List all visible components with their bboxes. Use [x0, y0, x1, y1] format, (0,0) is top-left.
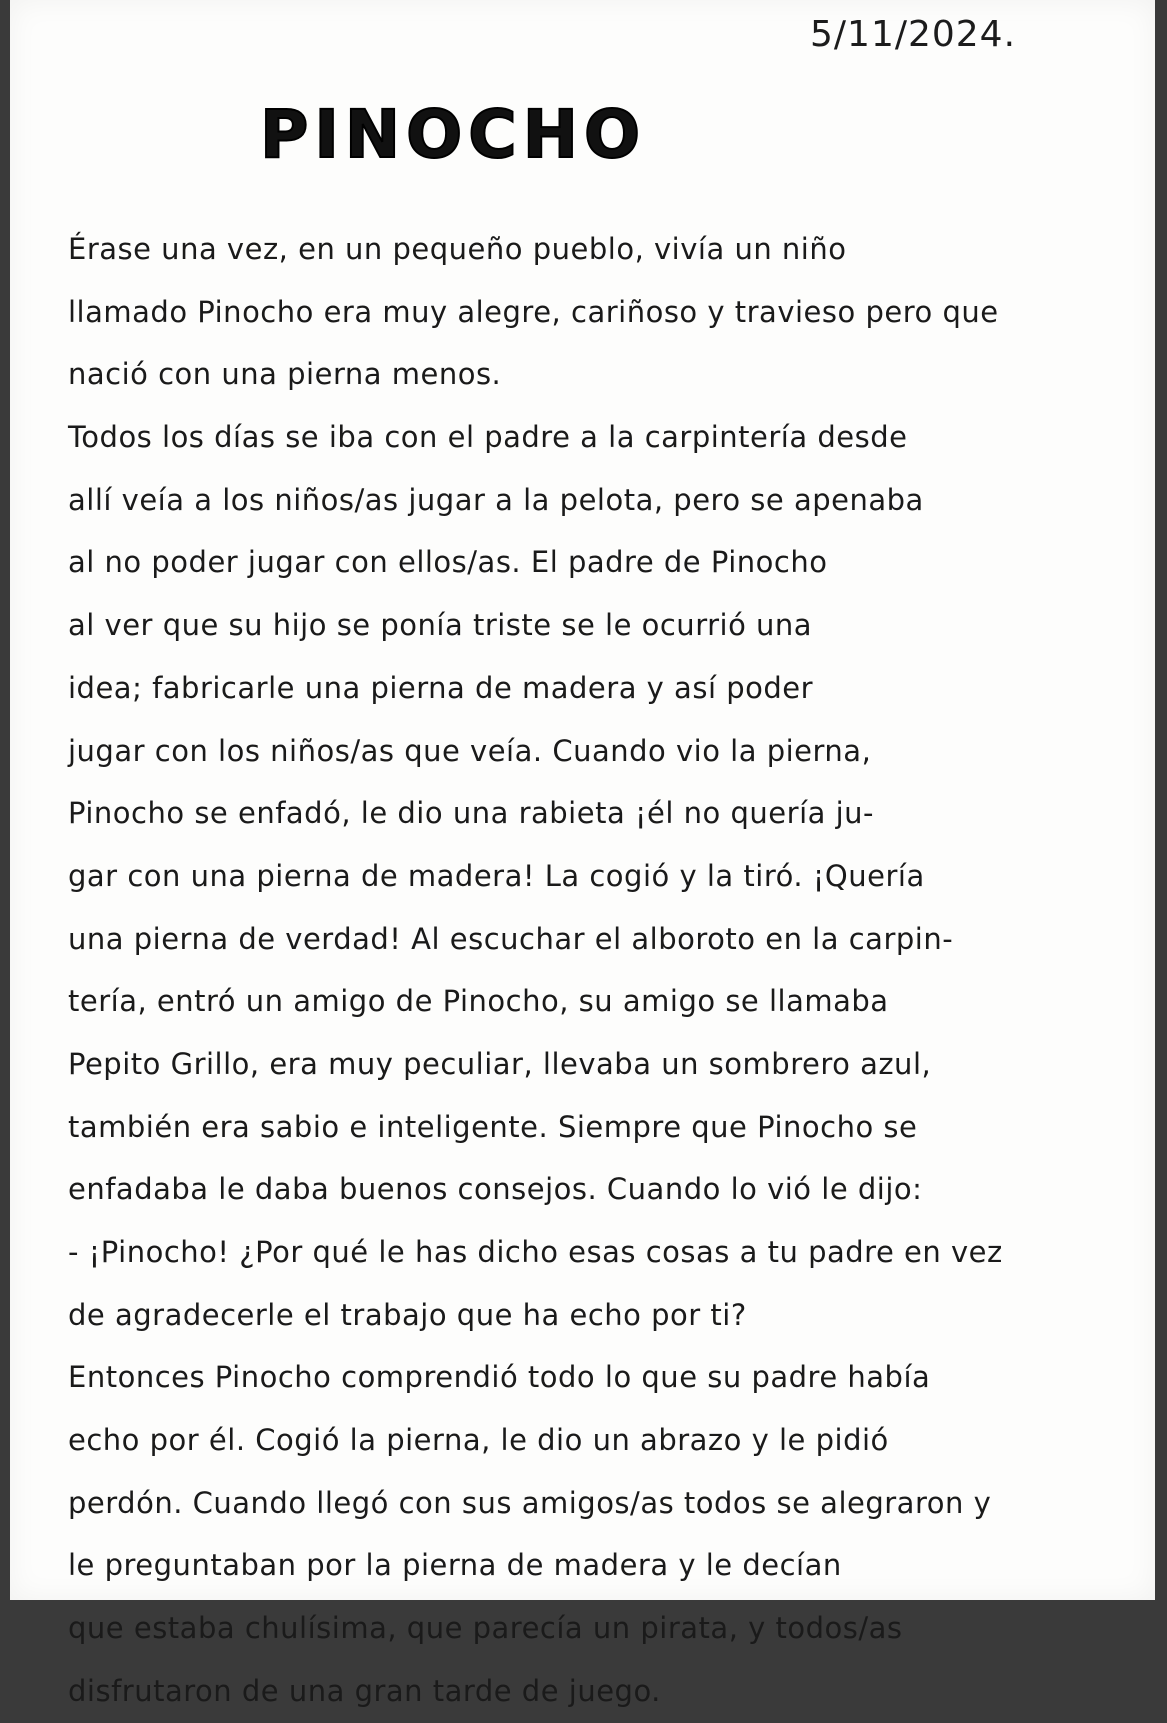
- text-line: disfrutaron de una gran tarde de juego.: [68, 1673, 661, 1708]
- text-line: enfadaba le daba buenos consejos. Cuando lo vió le dijo:: [68, 1172, 923, 1207]
- text-line: Entonces Pinocho comprendió todo lo que su padre había: [68, 1360, 931, 1395]
- text-line: Pinocho se enfadó, le dio una rabieta ¡él no quería ju-: [68, 796, 875, 831]
- text-line: echo por él. Cogió la pierna, le dio un abrazo y le pidió: [68, 1423, 889, 1458]
- text-line: - ¡Pinocho! ¿Por qué le has dicho esas cosas a tu padre en vez: [68, 1235, 1003, 1269]
- text-line: allí veía a los niños/as jugar a la pelota, pero se apenaba: [68, 482, 924, 517]
- text-line: Todos los días se iba con el padre a la carpintería desde: [68, 420, 908, 455]
- text-line: llamado Pinocho era muy alegre, cariñoso y travieso pero que: [68, 294, 999, 329]
- text-line: de agradecerle el trabajo que ha echo por ti?: [68, 1297, 747, 1332]
- text-line: también era sabio e inteligente. Siempre que Pinocho se: [68, 1109, 918, 1144]
- text-line: jugar con los niños/as que veía. Cuando vio la pierna,: [68, 733, 872, 768]
- text-line: que estaba chulísima, que parecía un pirata, y todos/as: [68, 1611, 903, 1646]
- page-title: PINOCHO: [260, 96, 647, 173]
- text-line: gar con una pierna de madera! La cogió y la tiró. ¡Quería: [68, 858, 925, 893]
- text-line: Érase una vez, en un pequeño pueblo, vivía un niño: [68, 232, 847, 266]
- story-text: [68, 218, 1138, 1723]
- handwritten-page: [10, 0, 1155, 1708]
- text-line: le preguntaban por la pierna de madera y le decían: [68, 1548, 842, 1583]
- text-line: al ver que su hijo se ponía triste se le ocurrió una: [68, 608, 813, 643]
- text-line: nació con una pierna menos.: [68, 357, 502, 392]
- text-line: una pierna de verdad! Al escuchar el alboroto en la carpin-: [68, 921, 954, 956]
- text-line: al no poder jugar con ellos/as. El padre de Pinocho: [68, 545, 828, 580]
- text-line: idea; fabricarle una pierna de madera y así poder: [68, 670, 814, 705]
- text-line: tería, entró un amigo de Pinocho, su amigo se llamaba: [68, 984, 889, 1019]
- text-line: perdón. Cuando llegó con sus amigos/as todos se alegraron y: [68, 1485, 992, 1520]
- date: 5/11/2024.: [810, 14, 1017, 55]
- text-line: Pepito Grillo, era muy peculiar, llevaba un sombrero azul,: [68, 1046, 932, 1081]
